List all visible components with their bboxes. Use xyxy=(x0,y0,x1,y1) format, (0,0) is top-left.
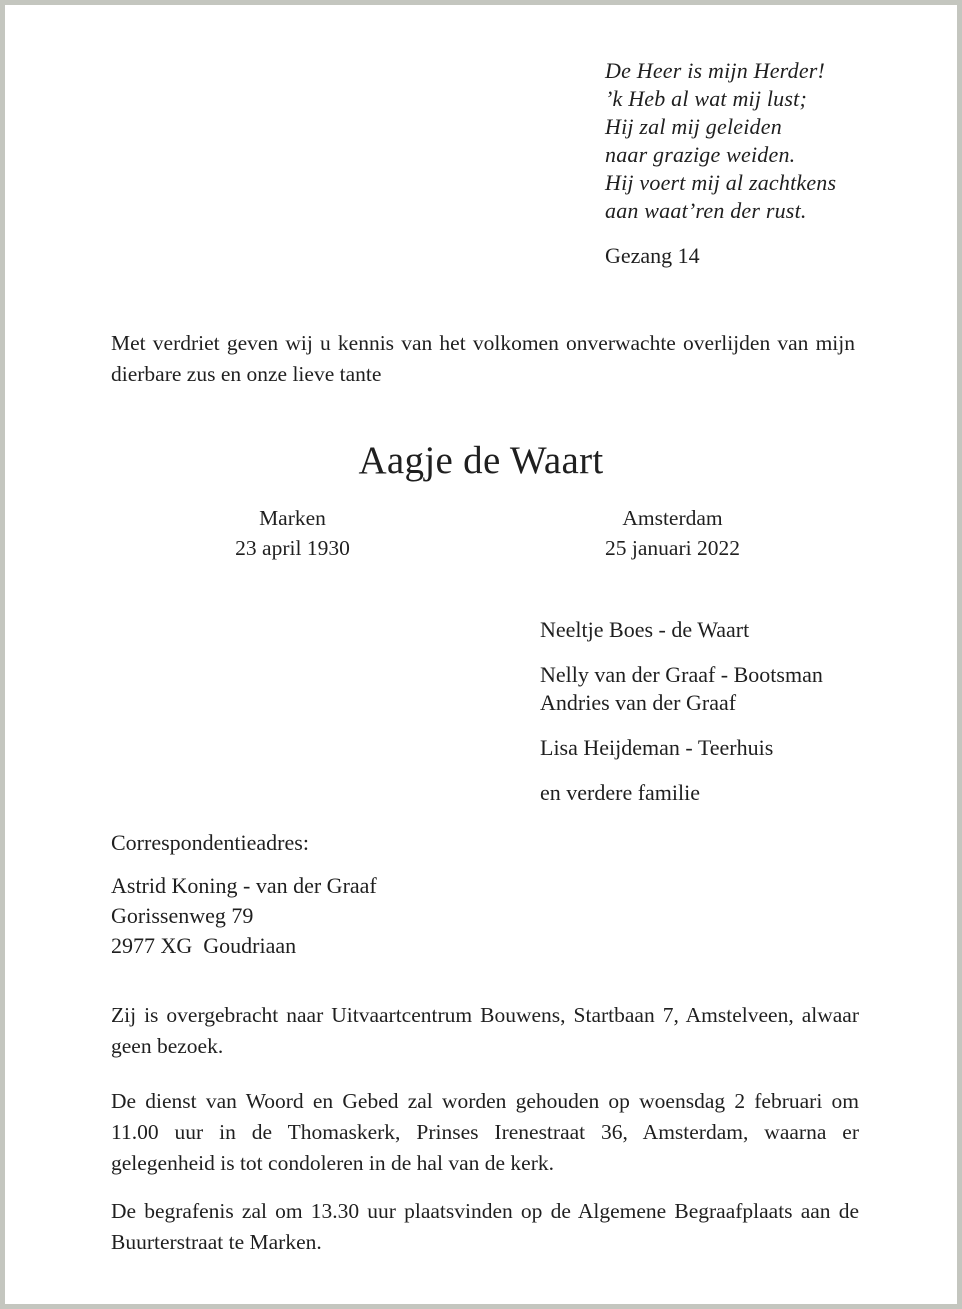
family-member: Nelly van der Graaf - Bootsman xyxy=(540,662,823,687)
family-group xyxy=(540,779,823,807)
death-date: 25 januari 2022 xyxy=(605,536,740,560)
deceased-name: Aagje de Waart xyxy=(358,439,604,482)
hymn-quote xyxy=(605,57,836,225)
hymn-line: ’k Heb al wat mij lust; xyxy=(605,86,807,111)
hymn-attribution: Gezang 14 xyxy=(605,243,700,268)
family-group xyxy=(540,661,823,717)
family-group xyxy=(540,734,823,762)
correspondence-address xyxy=(111,871,377,961)
family-list xyxy=(540,616,823,807)
hymn-line: Hij voert mij al zachtkens xyxy=(605,170,837,195)
notice-burial: De begrafenis zal om 13.30 uur plaatsvinden op de Algemene Begraafplaats aan de Buurterstraat te Marken. xyxy=(111,1199,859,1254)
family-member: Andries van der Graaf xyxy=(540,690,737,715)
family-group xyxy=(540,616,823,644)
hymn-line: Hij zal mij geleiden xyxy=(605,114,782,139)
correspondence-name: Astrid Koning - van der Graaf xyxy=(111,873,377,898)
correspondence-label: Correspondentieadres: xyxy=(111,830,309,855)
hymn-line: De Heer is mijn Herder! xyxy=(605,58,826,83)
birth-date: 23 april 1930 xyxy=(235,536,350,560)
notice-service: De dienst van Woord en Gebed zal worden gehouden op woensdag 2 februari om 11.00 uur in de Thomaskerk, Prinses Irenestraat 36, Amsterdam, waarna er gelegenheid is tot condoleren in de hal van de kerk. xyxy=(111,1089,859,1175)
birth-place: Marken xyxy=(259,506,326,530)
correspondence-street: Gorissenweg 79 xyxy=(111,903,254,928)
notice-repose: Zij is overgebracht naar Uitvaartcentrum Bouwens, Startbaan 7, Amstelveen, alwaar geen bezoek. xyxy=(111,1003,859,1058)
hymn-line: naar grazige weiden. xyxy=(605,142,796,167)
family-member: Neeltje Boes - de Waart xyxy=(540,617,750,642)
announcement-intro: Met verdriet geven wij u kennis van het volkomen onverwachte overlijden van mijn dierbare zus en onze lieve tante xyxy=(111,331,855,386)
hymn-line: aan waat’ren der rust. xyxy=(605,198,807,223)
correspondence-city: 2977 XG Goudriaan xyxy=(111,933,297,958)
family-member: Lisa Heijdeman - Teerhuis xyxy=(540,735,774,760)
death-info xyxy=(560,503,785,563)
death-place: Amsterdam xyxy=(622,506,723,530)
birth-info xyxy=(180,503,405,563)
family-closing: en verdere familie xyxy=(540,780,701,805)
